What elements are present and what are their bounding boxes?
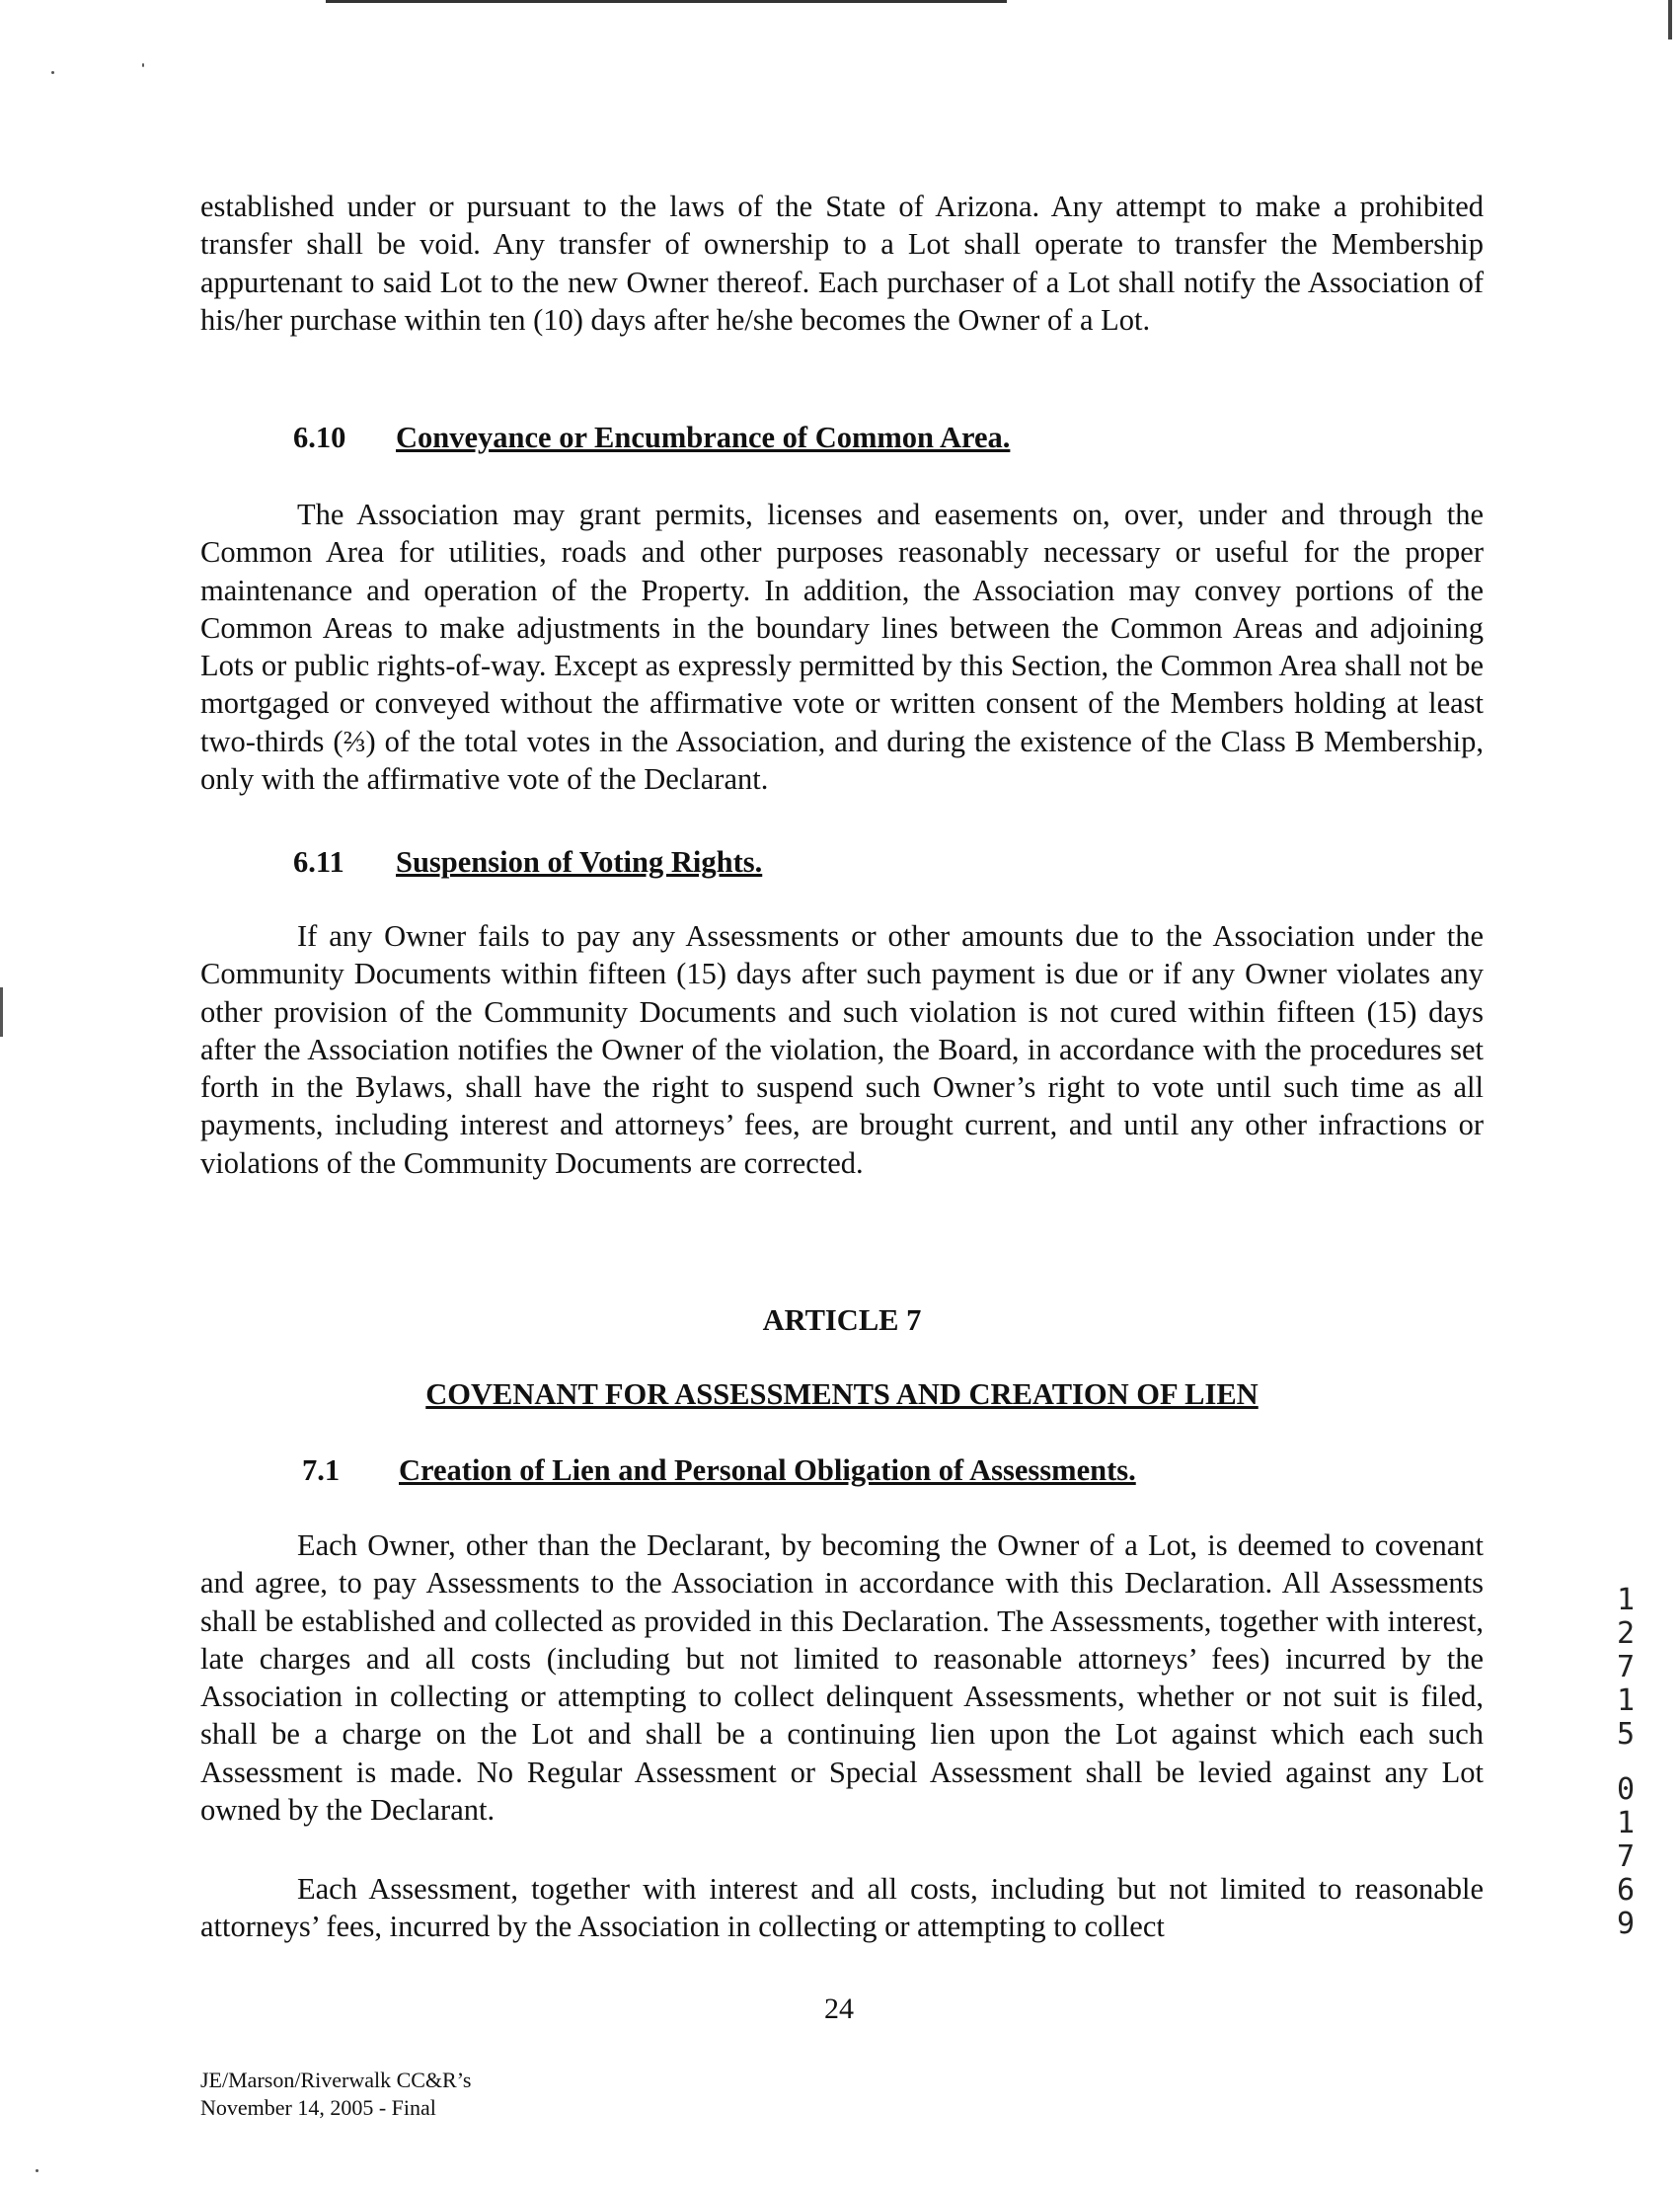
paragraph-6-11 (200, 917, 1484, 1182)
footer (200, 2067, 471, 2122)
section-heading-7-1 (302, 1451, 1136, 1489)
paragraph-continuation (200, 188, 1484, 339)
stamp-digit (1611, 1752, 1641, 1773)
body-text: If any Owner fails to pay any Assessments or other amounts due to the Association under the Community Documents within fifteen (15) days after such payment is due or if any Owner violates any other provision of the Community Documents and such violation is not cured within fifteen (15) days after the Association notifies the Owner of the violation, the Board, in accordance with the procedures set forth in the Bylaws, shall have the right to suspend such Owner’s right to vote until such time as all payments, including interest and attorneys’ fees, are brought current, and until any other infractions or violations of the Community Documents are corrected. (200, 919, 1484, 1180)
stamp-digit: 7 (1616, 1650, 1636, 1684)
scan-artifact-top (326, 0, 1007, 3)
stamp-digit: 1 (1616, 1683, 1636, 1718)
section-title: Conveyance or Encumbrance of Common Area. (396, 421, 1011, 454)
stamp-digit: 0 (1616, 1772, 1636, 1807)
stamp-digit: 7 (1616, 1839, 1636, 1874)
stamp-digit: 6 (1616, 1873, 1636, 1908)
scan-edge-mark (0, 987, 3, 1037)
section-title: Suspension of Voting Rights. (396, 845, 763, 879)
section-heading-6-10 (293, 419, 1010, 456)
body-text: Each Owner, other than the Declarant, by becoming the Owner of a Lot, is deemed to covenant and agree, to pay Assessments to the Association in accordance with this Declaration. All Assessments shall be established and collected as provided in this Declaration. The Assessments, together with interest, late charges and all costs (including but not limited to reasonable attorneys’ fees) incurred by the Association in collecting or attempting to collect delinquent Assessments, whether or not suit is filed, shall be a charge on the Lot and shall be a continuing lien upon the Lot against which each such Assessment is made. No Regular Assessment or Special Assessment shall be levied against any Lot owned by the Declarant. (200, 1528, 1484, 1828)
body-text: established under or pursuant to the laws of the State of Arizona. Any attempt to make a prohibited transfer shall be void. Any transfer of ownership to a Lot shall operate to transfer the Membership appurtenant to said Lot to the new Owner thereof. Each purchaser of a Lot shall notify the Association of his/her purchase within ten (10) days after he/she becomes the Owner of a Lot. (200, 190, 1484, 337)
article-title-text: COVENANT FOR ASSESSMENTS AND CREATION OF LIEN (425, 1377, 1259, 1411)
stamp-digit: 1 (1616, 1583, 1636, 1617)
footer-line-1: JE/Marson/Riverwalk CC&R’s (200, 2068, 472, 2092)
stamp-digit: 2 (1616, 1616, 1636, 1651)
article-label: ARTICLE 7 (762, 1303, 922, 1337)
paragraph-6-10 (200, 496, 1484, 798)
article-title (200, 1375, 1484, 1413)
section-number: 6.11 (293, 845, 344, 879)
body-text: Each Assessment, together with interest and all costs, including but not limited to reasonable attorneys’ fees, incurred by the Association in collecting or attempting to collect (200, 1872, 1484, 1944)
section-number: 7.1 (302, 1453, 341, 1487)
paragraph-7-1-b (200, 1870, 1484, 1946)
footer-line-2: November 14, 2005 - Final (200, 2095, 436, 2120)
recording-stamp (1611, 1584, 1641, 1941)
stamp-digit: 9 (1616, 1907, 1636, 1941)
paragraph-7-1-a (200, 1526, 1484, 1829)
stamp-digit: 1 (1616, 1806, 1636, 1840)
section-number: 6.10 (293, 421, 346, 454)
scan-speck (142, 63, 144, 67)
scan-artifact-right (1668, 0, 1672, 39)
stamp-digit: 5 (1616, 1717, 1636, 1752)
body-text: The Association may grant permits, licenses and easements on, over, under and through the Common Area for utilities, roads and other purposes reasonably necessary or useful for the proper maintenance and operation of the Property. In addition, the Association may convey portions of the Common Areas to make adjustments in the boundary lines between the Common Areas and adjoining Lots or public rights-of-way. Except as expressly permitted by this Section, the Common Area shall not be mortgaged or conveyed without the affirmative vote or written consent of the Members holding at least two-thirds (⅔) of the total votes in the Association, and during the existence of the Class B Membership, only with the affirmative vote of the Declarant. (200, 498, 1484, 797)
scan-speck (51, 71, 54, 74)
page-number: 24 (824, 1993, 854, 2025)
section-title: Creation of Lien and Personal Obligation of Assessments. (399, 1453, 1136, 1487)
scan-speck (36, 2169, 38, 2172)
section-heading-6-11 (293, 843, 762, 881)
